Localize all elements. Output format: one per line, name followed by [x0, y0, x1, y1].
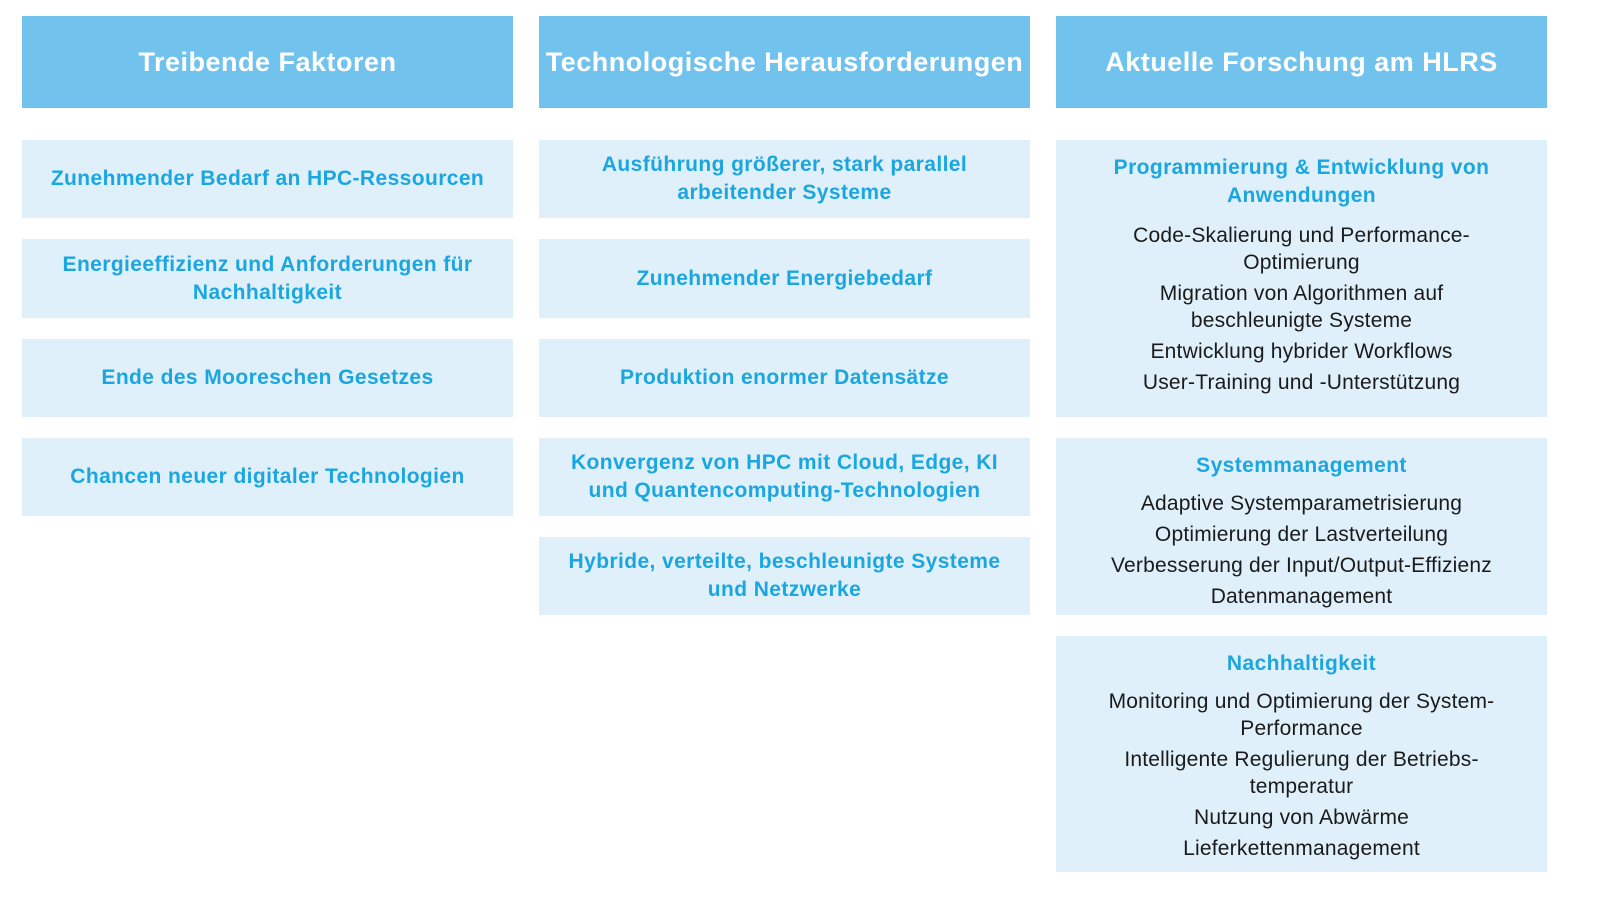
driver-box — [22, 339, 513, 417]
driver-box — [22, 239, 513, 318]
challenge-box — [539, 339, 1030, 417]
challenge-box — [539, 140, 1030, 218]
research-box-systemmanagement — [1056, 438, 1547, 615]
research-item: Monitoring und Optimierung der System-Performance — [1108, 690, 1495, 740]
research-item: Intelligente Regulierung der Betriebs-temperatur — [1124, 748, 1479, 798]
driver-box — [22, 438, 513, 516]
header-treibende-faktoren: Treibende Faktoren — [22, 16, 513, 108]
research-title: Nachhaltigkeit — [1226, 652, 1377, 675]
challenge-box — [539, 239, 1030, 318]
driver-label: Ende des Mooreschen Gesetzes — [101, 366, 434, 389]
challenge-label: Zunehmender Energiebedarf — [636, 266, 933, 290]
challenge-label: Hybride, verteilte, beschleunigte Systeme und Netzwerke — [568, 550, 1001, 601]
challenge-box — [539, 537, 1030, 615]
header-aktuelle-forschung: Aktuelle Forschung am HLRS — [1056, 16, 1547, 108]
research-box-programmierung — [1056, 140, 1547, 417]
challenge-label: Ausführung größerer, stark parallel arbeitender Systeme — [601, 153, 968, 204]
driver-label: Chancen neuer digitaler Technologien — [70, 465, 465, 488]
research-box-nachhaltigkeit — [1056, 636, 1547, 872]
research-item: Optimierung der Lastverteilung — [1154, 523, 1449, 546]
research-item: User-Training und -Unterstützung — [1142, 371, 1461, 394]
research-item: Entwicklung hybrider Workflows — [1150, 340, 1453, 363]
challenge-label: Produktion enormer Datensätze — [620, 366, 949, 389]
research-item: Adaptive Systemparametrisierung — [1140, 492, 1463, 515]
research-item: Migration von Algorithmen auf beschleunigte Systeme — [1159, 282, 1444, 332]
research-title: Programmierung & Entwicklung von Anwendungen — [1113, 156, 1490, 207]
research-item: Verbesserung der Input/Output-Effizienz — [1111, 554, 1492, 577]
research-item: Datenmanagement — [1210, 585, 1393, 608]
driver-label: Energieeffizienz und Anforderungen für Nachhaltigkeit — [62, 252, 473, 304]
research-title: Systemmanagement — [1196, 454, 1407, 477]
challenge-box — [539, 438, 1030, 516]
research-item: Nutzung von Abwärme — [1193, 806, 1410, 829]
research-item: Lieferkettenmanagement — [1183, 837, 1420, 860]
driver-label: Zunehmender Bedarf an HPC-Ressourcen — [50, 167, 485, 190]
challenge-label: Konvergenz von HPC mit Cloud, Edge, KI und Quantencomputing-Technologien — [570, 451, 999, 502]
header-technologische-herausforderungen: Technologische Herausforderungen — [539, 16, 1030, 108]
driver-box — [22, 140, 513, 218]
research-item: Code-Skalierung und Performance-Optimierung — [1133, 224, 1470, 274]
